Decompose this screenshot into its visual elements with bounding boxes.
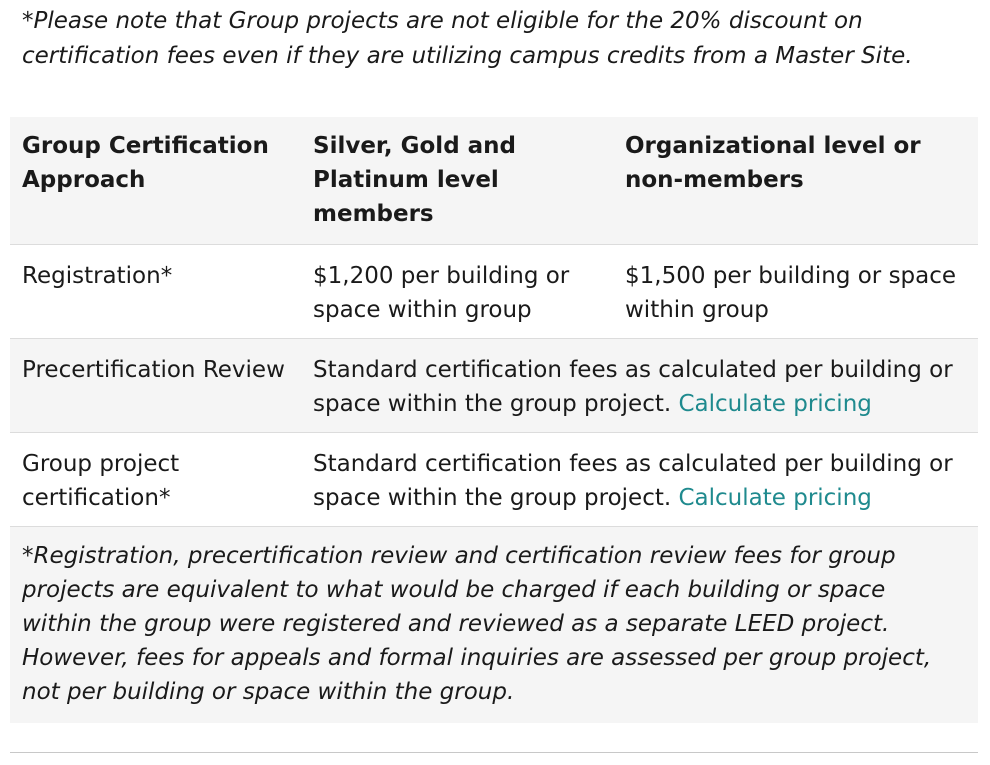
bottom-divider <box>10 752 978 753</box>
header-member-levels: Silver, Gold and Platinum level members <box>301 117 613 244</box>
header-approach: Group Certification Approach <box>10 117 301 244</box>
group-certification-pricing-table <box>10 117 978 723</box>
registration-member-fee: $1,200 per building or space within group <box>301 244 613 338</box>
group-certification-calculate-pricing-link[interactable]: Calculate pricing <box>678 484 872 511</box>
registration-nonmember-fee: $1,500 per building or space within group <box>613 244 978 338</box>
precertification-fee-cell <box>301 338 978 432</box>
group-certification-label: Group project certification* <box>10 432 301 526</box>
table-row-footnote <box>10 526 978 723</box>
table-row-registration <box>10 244 978 338</box>
group-certification-fee-text: Standard certification fees as calculated per building or space within the group project. <box>313 450 953 511</box>
fees-footnote: *Registration, precertification review and certification review fees for group projects are equivalent to what would be charged if each building or space within the group were registered and reviewed as a separate LEED project. However, fees for appeals and formal inquiries are assessed per group project, not per building or space within the group. <box>10 526 978 723</box>
registration-label: Registration* <box>10 244 301 338</box>
header-non-members: Organizational level or non-members <box>613 117 978 244</box>
precertification-calculate-pricing-link[interactable]: Calculate pricing <box>678 390 872 417</box>
precertification-label: Precertification Review <box>10 338 301 432</box>
group-certification-fee-cell <box>301 432 978 526</box>
table-row-group-certification <box>10 432 978 526</box>
table-row-precertification <box>10 338 978 432</box>
table-header-row <box>10 117 978 244</box>
discount-note: *Please note that Group projects are not eligible for the 20% discount on certification fees even if they are utilizing campus credits from a Master Site. <box>22 8 913 69</box>
precertification-fee-text: Standard certification fees as calculated per building or space within the group project. <box>313 356 953 417</box>
